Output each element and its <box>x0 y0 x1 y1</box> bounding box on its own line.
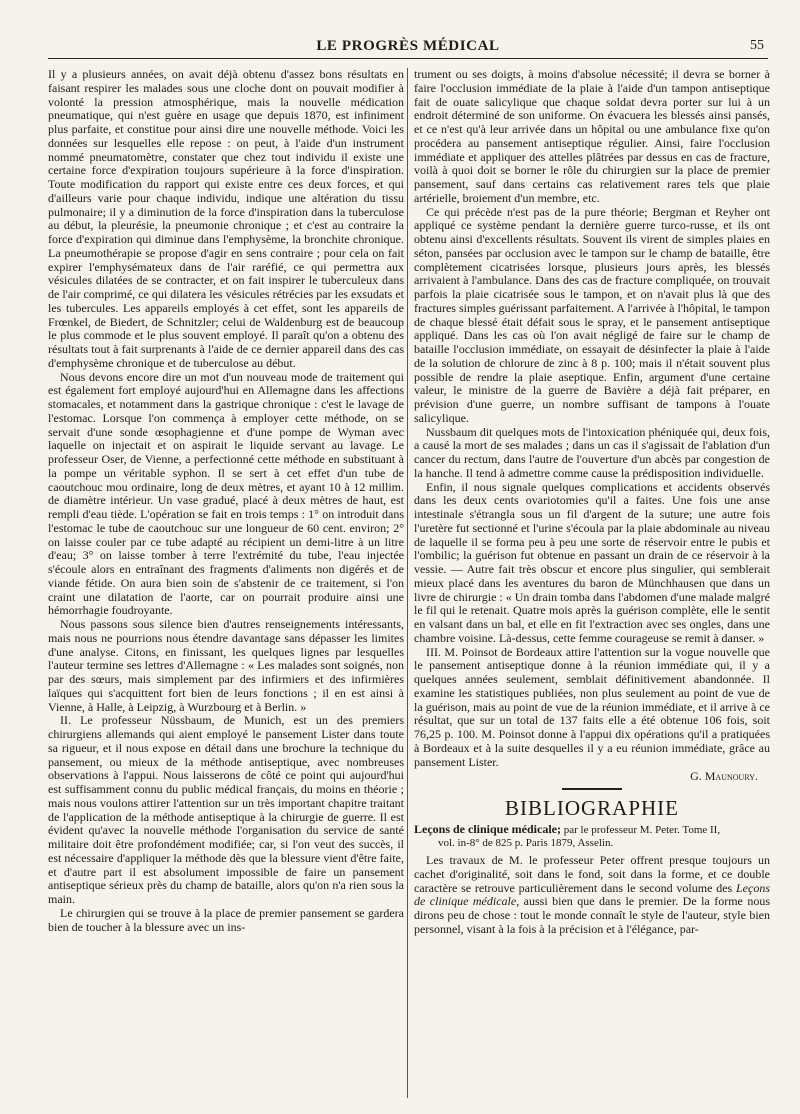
paragraph: Le chirurgien qui se trouve à la place de premier pansement se gardera bien de toucher à la blessure avec un ins- <box>48 905 404 934</box>
paragraph: Nussbaum dit quelques mots de l'intoxication phéniquée qui, deux fois, a causé la mort de ses malades ; dans un cas il s'agissait de l'ablation d'un cancer du rectum, dans l'autre de l'ouverture d'un abcès par congestion de la hanche. Il tend à admettre comme cause la prédisposition individuelle. <box>414 424 770 480</box>
reference-detail: vol. in-8° de 825 p. Paris 1879, Asselin. <box>438 837 614 849</box>
reference-title: Leçons de clinique médicale; <box>414 822 561 836</box>
page-number: 55 <box>750 38 764 53</box>
paragraph: Ce qui précède n'est pas de la pure théorie; Bergman et Reyher ont appliqué ce système pendant la dernière guerre turco-russe, et ils ont obtenu ainsi d'excellents résultats. Souvent ils virent de simples plaies en séton, pansées par occlusion avec le tampon sur le champ de bataille, être complètement cicatrisées lorsque, plusieurs jours après, les blessés arrivaient à l'ambulance. Dans des cas de fracture compliquée, on trouvait parfois la plaie cicatrisée sous le tampon, et on n'avait plus là que des fractures simples guérissant parfaitement. A l'arrivée à l'hôpital, le tampon de chaque blessé était défait sous le spray, et le pansement antiseptique appliqué. Dans les cas où l'on avait négligé de faire sur le champ de bataille l'occlusion immédiate, on essayait de désinfecter la plaie à l'aide de la solution de chlorure de zinc à 8 p. 100; mais il n'était souvent plus possible de rendre la plaie aseptique. Enfin, argument d'une certaine valeur, le ministre de la guerre de Bavière a déjà fait préparer, en prévision d'une guerre, un nombre suffisant de tampons à l'ouate salicylique. <box>414 204 770 425</box>
paragraph: Il y a plusieurs années, on avait déjà obtenu d'assez bons résultats en faisant respirer les malades sous une cloche dont on pouvait modifier à volonté la pression atmosphérique, mais la nouvelle médication pneumatique, qui n'est guère en usage que depuis 1870, est infiniment plus parfaite, et constitue pour ainsi dire une nouvelle méthode. Voici les données sur lesquelles elle repose : on peut, à l'aide d'un instrument nommé pneumatomètre, constater que chez tout individu il existe une certaine force d'expiration toujours supérieure à la force d'inspiration. Toute modification du rapport qui existe entre ces deux forces, et qui d'ailleurs varie pour chaque individu, indique une altération du tissu pulmonaire; il y a diminution de la force d'inspiration dans la tuberculose au début, la pleurésie, la pneumonie chronique ; et c'est au contraire la force d'expiration qui diminue dans l'emphysème, la bronchite chronique. La pneumothérapie se propose d'agir en sens contraire ; pour cela on fait expirer l'emphysémateux dans de l'air raréfié, ce qui permettra aux vésicules dilatées de se contracter, et on fait inspirer le tuberculeux dans de l'air comprimé, ce qui dilatera les vésicules rétrécies par les exsudats et les tubercules. Les appareils employés à cet effet, sont les appareils de Frœnkel, de Biedert, de Schnitzler; celui de Waldenburg est de beaucoup le plus commode et le plus souvent employé. Il paraît qu'on a obtenu des résultats tout à fait surprenants à l'aide de ce dernier appareil dans des cas d'emphysème chronique et de tuberculose au début. <box>48 68 404 370</box>
paragraph <box>414 854 770 937</box>
paragraph: II. Le professeur Nüssbaum, de Munich, est un des premiers chirurgiens allemands qui aient employé le pansement Lister dans toute sa rigueur, et il nous expose en détail dans une brochure la technique du pansement, ou mieux de la méthode antiseptique, avec nombreuses observations à l'appui. Nous laisserons de côté ce point qui aujourd'hui est suffisamment connu du public médical français, du moins en théorie ; mais nous voulons attirer l'attention sur un très important chapitre traitant de l'application de la méthode antiseptique à la chirurgie de guerre. Il est évident qu'avec la nouvelle méthode l'organisation du service de santé militaire doit être profondément modifiée; car, si l'on veut des succès, il est nécessaire d'appliquer la méthode dès que la blessure vient d'être faite, et d'autre part il est absolument impossible de faire un pansement antiseptique sérieux près du champ de bataille, alors qu'on n'a rien sous la main. <box>48 713 404 906</box>
left-column <box>48 68 404 1100</box>
paragraph: Nous passons sous silence bien d'autres renseignements intéressants, mais nous ne pourrions nous étendre davantage sans dépasser les limites d'une analyse. Citons, en finissant, les quelques lignes par lesquelles l'auteur termine ses lettres d'Allemagne : « Les malades sont soignés, non par des sœurs, mais simplement par des infirmiers et des infirmières laïques qui s'acquittent fort bien de leurs fonctions ; il en est ainsi à Vienne, à Halle, à Leipzig, à Wurzbourg et à Berlin. » <box>48 617 404 714</box>
page-header <box>48 36 768 59</box>
book-title: Leçons de clinique médicale, <box>414 880 770 909</box>
column-divider <box>407 68 408 1098</box>
section-rule <box>562 788 622 790</box>
review-text: Les travaux de M. le professeur Peter offrent presque toujours un cachet d'originalité, soit dans le fond, soit dans la forme, et ce double caractère se retrouve particulièrement dans le second volume des <box>414 853 770 895</box>
bibliography-reference <box>414 823 770 850</box>
right-column <box>414 68 770 1100</box>
reference-author: par le professeur M. Peter. Tome II, <box>561 824 721 836</box>
paragraph: Enfin, il nous signale quelques complications et accidents observés dans les deux cents ovariotomies qu'il a faites. Une fois une anse intestinale s'étrangla sous un fil d'argent de la suture; une autre fois l'uretère fut sectionné et l'urine s'écoula par la plaie abdominale au niveau de laquelle il se forma peu à peu une sorte de réservoir entre le pubis et l'ombilic; la guérison fut obtenue en passant un drain de ce réservoir à la vessie. — Autre fait très obscur et encore plus singulier, qui semblerait mieux placé dans les aventures du baron de Münchhausen que dans un livre de chirurgie : « Un drain tomba dans l'abdomen d'une malade malgré le fil qui le retenait. Quatre mois après la guérison complète, elle le sentit en valsant dans un bal, et elle en fit l'extraction avec ses ongles, dans une chambre voisine. Là-dessus, cette femme courageuse se remit à danser. » <box>414 479 770 645</box>
paragraph: trument ou ses doigts, à moins d'absolue nécessité; il devra se borner à faire l'occlusion immédiate de la plaie à l'aide d'un tampon antiseptique fait de ouate salicylique que chaque soldat devra porter sur lui à un endroit déterminé de son uniforme. On évacuera les blessés ainsi pansés, et ce n'est qu'à leur arrivée dans un hôpital ou une ambulance fixe qu'on procédera au pansement antiseptique régulier. Ainsi, faire l'occlusion immédiate et appliquer des attelles plâtrées par dessus en cas de fracture, voilà à quoi doit se borner le rôle du chirurgien sur la place de premier pansement, sauf dans certains cas relativement rares tels que plaie artérielle, broiement d'un membre, etc. <box>414 68 770 205</box>
paragraph: III. M. Poinsot de Bordeaux attire l'attention sur la vogue nouvelle que le pansement antiseptique donne à la réunion immédiate qui, il y a quelques années seulement, semblait définitivement abandonnée. Il examine les statistiques publiées, non plus seulement au point de vue de la guérison, mais au point de vue de la réunion immédiate, et il arrive à ce résultat, que sur un total de 137 faits elle a été obtenue 106 fois, soit 76,25 p. 100. M. Poinsot donne à l'appui dix opérations qu'il a pratiquées à Bordeaux et à la suite desquelles il y a eu réunion immédiate, grâce au pansement Lister. <box>414 644 770 769</box>
bibliography-heading: BIBLIOGRAPHIE <box>505 796 679 820</box>
paragraph: Nous devons encore dire un mot d'un nouveau mode de traitement qui est également fort employé aujourd'hui en Allemagne dans les affections stomacales, et notamment dans la gastrique chronique : c'est le lavage de l'estomac. Lorsque l'on commença à employer cette méthode, on se servait d'une sonde œsophagienne et d'une pompe de Wyman avec laquelle on injectait et on aspirait le liquide servant au lavage. Le professeur Oser, de Vienne, a perfectionné cette méthode en substituant à la pompe un véritable syphon. Il se sert à cet effet d'un tube de caoutchouc mou ordinaire, long de deux mètres, et ayant 10 à 12 millim. de diamètre intérieur. Un vase gradué, placé à deux mètres de haut, est rempli d'eau tiède. L'opération se fait en trois temps : 1° on introduit dans l'estomac le tube de caoutchouc sur une longueur de 60 cent. environ; 2° on laisse couler par ce tube adapté au récipient un demi-litre à un litre d'eau; 3° on laisse tomber à terre l'extrémité du tube, l'eau injectée s'écoule alors en entraînant des fragments d'aliments non digérés et de viande fétide. On aura bien soin de s'abstenir de ce traitement, si l'on craint une dilatation de l'aorte, car on pourrait produire ainsi une hémorrhagie foudroyante. <box>48 369 404 618</box>
review-text-continued: aussi bien que dans le premier. De la forme nous dirons peu de chose : tout le monde connaît le style de l'auteur, style bien personnel, visant à la fois à la précision et à l'élégance, par- <box>414 894 770 936</box>
author-signature: G. Maunoury. <box>690 769 758 784</box>
journal-title: LE PROGRÈS MÉDICAL <box>316 38 500 54</box>
